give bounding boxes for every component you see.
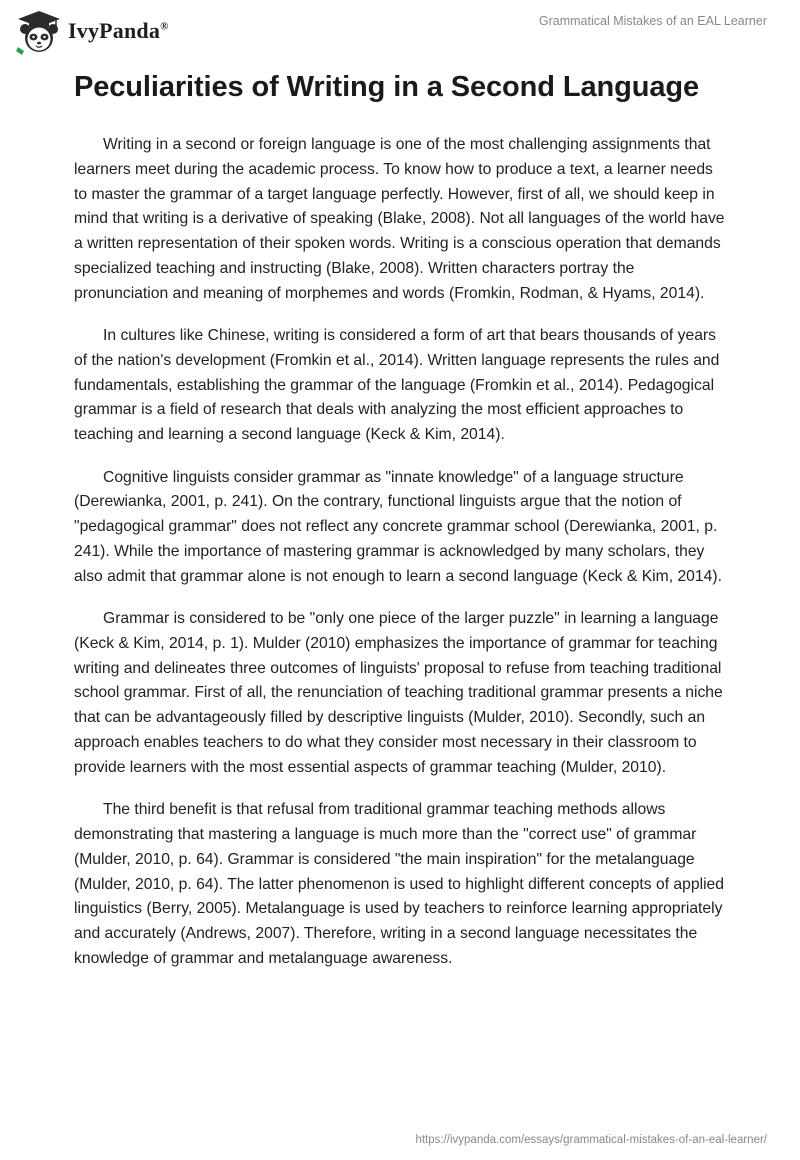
logo-text: IvyPanda® [68, 18, 169, 43]
running-title: Grammatical Mistakes of an EAL Learner [538, 14, 767, 28]
paragraph: Grammar is considered to be "only one piece of the larger puzzle" in learning a language (Keck & Kim, 2014, p. 1). Mulder (2010) emphasizes the importance of grammar for teaching writing and delineates three outcomes of linguists' proposal to refuse from teaching traditional school grammar. First of all, the renunciation of teaching traditional grammar presents a niche that can be advantageously filled by descriptive linguists (Mulder, 2010). Secondly, such an approach enables teachers to do what they consider most necessary in their classroom to provide learners with the most essential aspects of grammar teaching (Mulder, 2010). [74, 610, 723, 776]
source-url-link[interactable]: https://ivypanda.com/essays/grammatical-mistakes-of-an-eal-learner/ [415, 1134, 767, 1146]
paragraph: In cultures like Chinese, writing is considered a form of art that bears thousands of years of the nation's development (Fromkin et al., 2014). Written language represents the rules and fundamentals, establishing the grammar of the language (Fromkin et al., 2014). Pedagogical grammar is a field of research that deals with analyzing the most efficient approaches to teaching and learning a second language (Keck & Kim, 2014). [74, 327, 720, 444]
registered-mark: ® [160, 20, 169, 33]
page-header [0, 0, 800, 60]
paragraph: Cognitive linguists consider grammar as "innate knowledge" of a language structure (Derewianka, 2001, p. 241). On the contrary, functional linguists argue that the notion of "pedagogical grammar" does not reflect any concrete grammar school (Derewianka, 2001, p. 241). While the importance of mastering grammar is acknowledged by many scholars, they also admit that grammar alone is not enough to learn a second language (Keck & Kim, 2014). [74, 468, 722, 585]
site-logo[interactable] [16, 9, 169, 55]
panda-logo-icon [16, 9, 62, 55]
paragraph: The third benefit is that refusal from traditional grammar teaching methods allows demonstrating that mastering a language is much more than the "correct use" of grammar (Mulder, 2010, p. 64). Grammar is considered "the main inspiration" for the metalanguage (Mulder, 2010, p. 64). The latter phenomenon is used to highlight different concepts of applied linguistics (Berry, 2005). Metalanguage is used by teachers to reinforce learning appropriately and accurately (Andrews, 2007). Therefore, writing in a second language necessitates the knowledge of grammar and metalanguage awareness. [74, 801, 725, 967]
page-title: Peculiarities of Writing in a Second Language [74, 71, 700, 103]
paragraph: Writing in a second or foreign language is one of the most challenging assignments that learners meet during the academic process. To know how to produce a text, a learner needs to master the grammar of a target language perfectly. However, first of all, we should keep in mind that writing is a derivative of speaking (Blake, 2008). Not all languages of the world have a written representation of their spoken words. Writing is a conscious operation that demands specialized teaching and instructing (Blake, 2008). Written characters portray the pronunciation and meaning of morphemes and words (Fromkin, Rodman, & Hyams, 2014). [74, 136, 725, 302]
article-body [74, 133, 730, 989]
